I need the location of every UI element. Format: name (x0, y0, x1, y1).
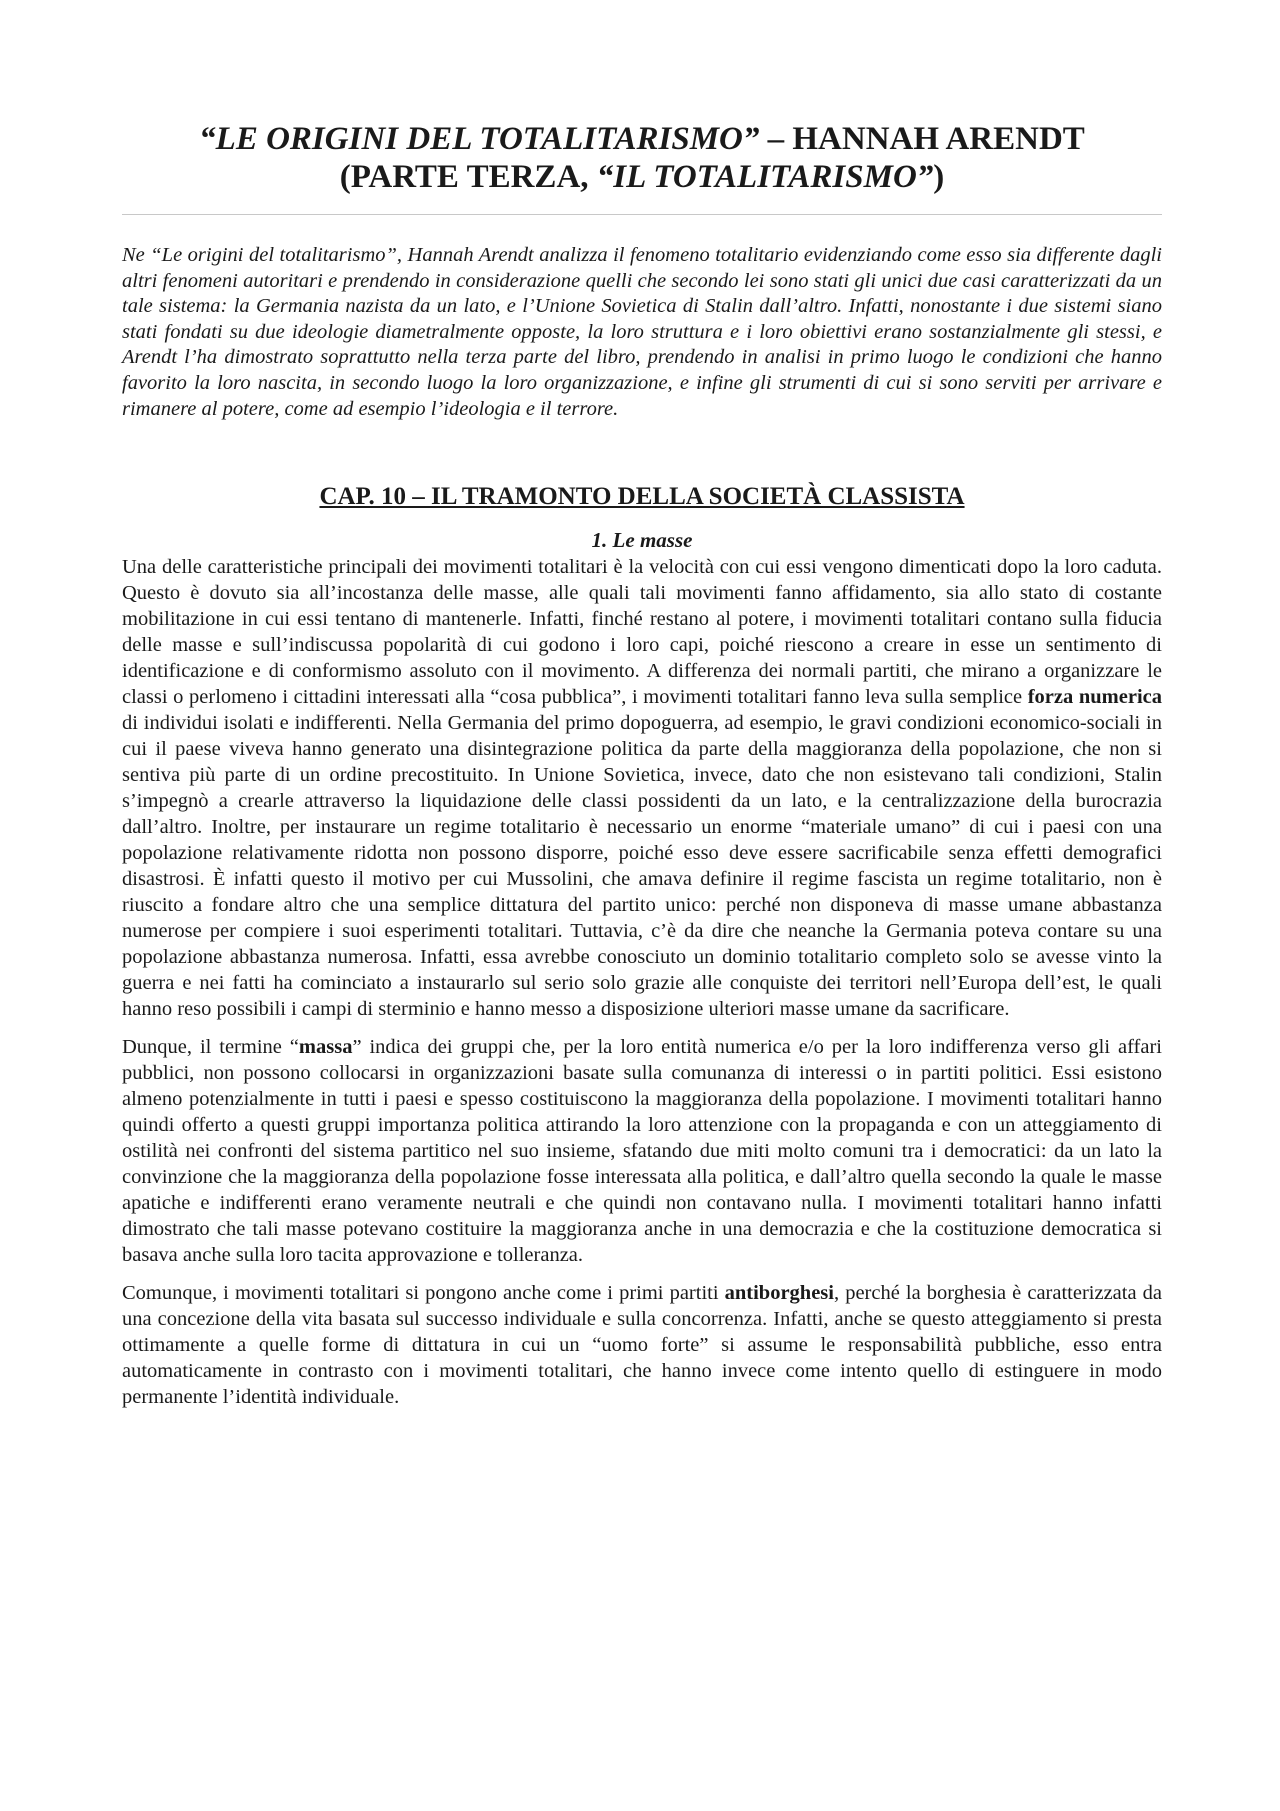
document-title (122, 120, 1162, 214)
body-paragraph-3: Comunque, i movimenti totalitari si pongono anche come i primi partiti antiborghesi, perché la borghesia è caratterizzata da una concezione della vita basata sul successo individuale e sulla concorrenza. Infatti, anche se questo atteggiamento si presta ottimamente a quelle forme di dittatura in cui un “uomo forte” si assume le responsabilità pubbliche, esso entra automaticamente in contrasto con i movimenti totalitari, che hanno invece come intento quello di estinguere in modo permanente l’identità individuale. (122, 1282, 1163, 1409)
part-title: “IL TOTALITARISMO” (596, 159, 934, 195)
title-line-2: (PARTE TERZA, “IL TOTALITARISMO”) (339, 159, 945, 195)
title-divider (122, 214, 1162, 215)
chapter-heading: CAP. 10 – IL TRAMONTO DELLA SOCIETÀ CLASSISTA (319, 483, 965, 511)
body-paragraph-1: Una delle caratteristiche principali dei movimenti totalitari è la velocità con cui essi vengono dimenticati dopo la loro caduta. Questo è dovuto sia all’incostanza delle masse, alle quali tali movimenti fanno affidamento, sia allo stato di costante mobilitazione in cui essi tentano di mantenerle. Infatti, finché restano al potere, i movimenti totalitari contano sulla fiducia delle masse e sull’indiscussa popolarità di cui godono i loro capi, poiché riescono a creare in esse un sentimento di identificazione e di conformismo assoluto con il movimento. A differenza dei normali partiti, che mirano a organizzare le classi o perlomeno i cittadini interessati alla “cosa pubblica”, i movimenti totalitari fanno leva sulla semplice forza numerica di individui isolati e indifferenti. Nella Germania del primo dopoguerra, ad esempio, le gravi condizioni economico-sociali in cui il paese viveva hanno generato una disintegrazione politica da parte della maggioranza della popolazione, che non si sentiva più parte di un ordine precostituito. In Unione Sovietica, invece, dato che non esistevano tali condizioni, Stalin s’impegnò a crearle attraverso la liquidazione delle classi possidenti da un lato, e la centralizzazione della burocrazia dall’altro. Inoltre, per instaurare un regime totalitario è necessario un enorme “materiale umano” di cui i paesi con una popolazione relativamente ridotta non possono disporre, poiché esso deve essere sacrificabile senza effetti demografici disastrosi. È infatti questo il motivo per cui Mussolini, che amava definire il regime fascista un regime totalitario, non è riuscito a fondare altro che una semplice dittatura del partito unico: perché non disponeva di masse umane abbastanza numerose per compiere i suoi esperimenti totalitari. Tuttavia, c’è da dire che neanche la Germania poteva contare su una popolazione abbastanza numerosa. Infatti, essa avrebbe conosciuto un dominio totalitario completo solo se avesse vinto la guerra e nei fatti ha cominciato a instaurarlo sul serio solo grazie alle conquiste dei territori nell’Europa dell’est, le quali hanno reso possibili i campi di sterminio e hanno messo a disposizione ulteriori masse umane da sacrificare. (122, 556, 1162, 1021)
bold-term-antiborghesi: antiborghesi (724, 1282, 834, 1305)
body-paragraph-2: Dunque, il termine “massa” indica dei gruppi che, per la loro entità numerica e/o per la loro indifferenza verso gli affari pubblici, non possono collocarsi in organizzazioni basate sulla comunanza di interessi o in partiti politici. Essi esistono almeno potenzialmente in tutti i paesi e spesso costituiscono la maggioranza della popolazione. I movimenti totalitari hanno quindi offerto a questi gruppi importanza politica attirando la loro attenzione con la propaganda e con un atteggiamento di ostilità nei confronti del sistema partitico nel suo insieme, sfatando due miti molto comuni tra i democratici: da un lato la convinzione che la maggioranza della popolazione fosse interessata alla politica, e dall’altro quella secondo la quale le masse apatiche e indifferenti erano veramente neutrali e che quindi non contavano nulla. I movimenti totalitari hanno infatti dimostrato che tali masse potevano costituire la maggioranza anche in una democrazia e che la costituzione democratica si basava anche sulla loro tacita approvazione e tolleranza. (122, 1036, 1162, 1267)
title-line-1 (199, 121, 1085, 157)
intro-paragraph: Ne “Le origini del totalitarismo”, Hannah Arendt analizza il fenomeno totalitario evidenziando come esso sia differente dagli altri fenomeni autoritari e prendendo in considerazione quelli che secondo lei sono stati gli unici due casi caratterizzati da un tale sistema: la Germania nazista da un lato, e l’Unione Sovietica di Stalin dall’altro. Infatti, nonostante i due sistemi siano stati fondati su due ideologie diametralmente opposte, la loro struttura e i loro obiettivi erano sostanzialmente gli stessi, e Arendt l’ha dimostrato soprattutto nella terza parte del libro, prendendo in analisi in primo luogo le condizioni che hanno favorito la loro nascita, in secondo luogo la loro organizzazione, e infine gli strumenti di cui si sono serviti per arrivare e rimanere al potere, come ad esempio l’ideologia e il terrore. (122, 244, 1162, 420)
section-heading: 1. Le masse (591, 528, 693, 553)
bold-term-forza-numerica: forza numerica (1027, 686, 1162, 709)
work-title: “LE ORIGINI DEL TOTALITARISMO” (199, 121, 760, 157)
document-page (122, 120, 1162, 1422)
bold-term-massa: massa (298, 1036, 353, 1059)
author-name: – HANNAH ARENDT (759, 121, 1085, 157)
